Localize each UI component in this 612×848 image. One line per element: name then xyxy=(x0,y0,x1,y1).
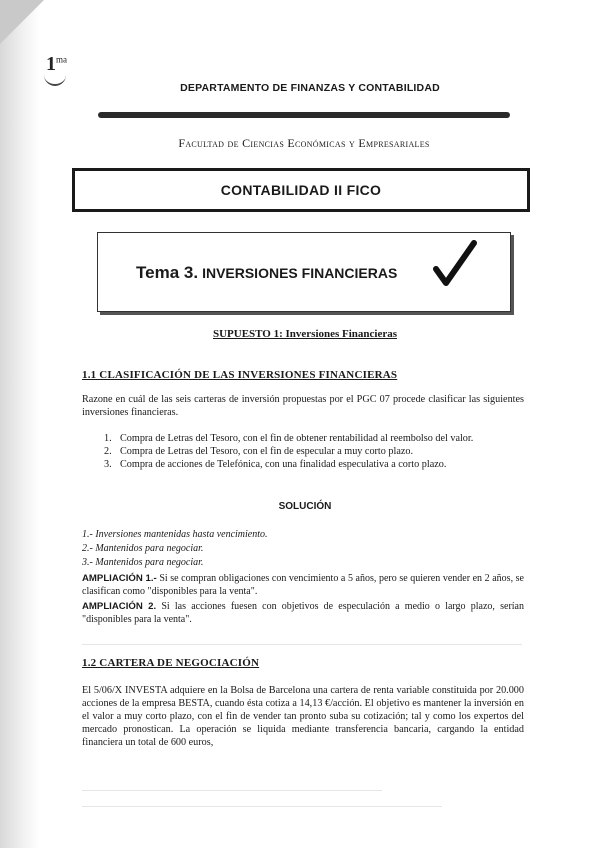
list-item-number: 3. xyxy=(104,459,112,470)
answer-item: 2.- Mantenidos para negociar. xyxy=(82,543,204,554)
section2-text: El 5/06/X INVESTA adquiere en la Bolsa de Barcelona una cartera de renta variable constituida por 20.000 acciones de la empresa BESTA, cuando ésta cotiza a 14,13 €/acción. El objetivo es mantener la inversión en el valor a muy corto plazo, con el fin de vender tan pronto suba su cotización; tal y como los expertos del mercado pronostican. La operación se liquida mediante transferencia bancaria, cargando la entidad financiera un total de 600 euros, xyxy=(82,685,524,748)
logo-swoosh-icon xyxy=(44,74,66,86)
bleed-through-line xyxy=(82,644,522,645)
list-item-text: Compra de Letras del Tesoro, con el fin de obtener rentabilidad al reembolso del valor. xyxy=(120,433,474,444)
answer-list xyxy=(82,528,524,570)
course-title: CONTABILIDAD II FICO xyxy=(220,182,382,198)
bleed-through-line xyxy=(82,806,442,807)
bleed-through-line xyxy=(82,790,382,791)
logo-superscript: ma xyxy=(56,54,67,65)
university-logo xyxy=(46,53,67,76)
ampliacion-1 xyxy=(82,572,524,598)
section1-intro: Razone en cuál de las seis carteras de inversión propuestas por el PGC 07 procede clasificar las siguientes inversiones financieras. xyxy=(82,394,524,418)
list-item xyxy=(104,432,524,445)
list-item-text: Compra de Letras del Tesoro, con el fin de especular a muy corto plazo. xyxy=(120,446,414,457)
course-title-box xyxy=(72,168,530,212)
topic-name: INVERSIONES FINANCIERAS xyxy=(202,265,398,281)
ampliacion-2-label: AMPLIACIÓN 2. xyxy=(82,601,157,612)
checkmark-icon xyxy=(432,239,478,289)
faculty-name: Facultad de Ciencias Económicas y Empresariales xyxy=(178,136,430,150)
topic-box xyxy=(97,232,511,312)
question-list xyxy=(104,432,524,471)
ampliacion-2-text: Si las acciones fuesen con objetivos de especulación a medio o largo plazo, serían "disponibles para la venta". xyxy=(82,601,524,625)
list-item-text: Compra de acciones de Telefónica, con una finalidad especulativa a corto plazo. xyxy=(120,459,447,470)
page-edge-shadow xyxy=(0,0,40,848)
list-item-number: 1. xyxy=(104,433,112,444)
supuesto-title: SUPUESTO 1: Inversiones Financieras xyxy=(212,328,398,340)
list-item xyxy=(104,458,524,471)
answer-item: 3.- Mantenidos para negociar. xyxy=(82,557,204,568)
ampliacion-1-text: Si se compran obligaciones con vencimiento a 5 años, pero se quieren vender en 2 años, se clasifican como "disponibles para la venta". xyxy=(82,573,524,597)
answer-item: 1.- Inversiones mantenidas hasta vencimiento. xyxy=(82,529,268,540)
topic-title xyxy=(136,263,397,283)
header-divider-bar xyxy=(98,112,510,118)
topic-number: Tema 3. xyxy=(136,263,199,282)
folded-corner xyxy=(0,0,44,44)
list-item xyxy=(104,445,524,458)
section2-heading: 1.2 CARTERA DE NEGOCIACIÓN xyxy=(82,657,260,669)
ampliacion-2 xyxy=(82,600,524,626)
solution-heading: SOLUCIÓN xyxy=(278,501,332,512)
logo-text: 1 xyxy=(46,53,56,75)
section1-heading: 1.1 CLASIFICACIÓN DE LAS INVERSIONES FINANCIERAS xyxy=(82,369,398,381)
ampliacion-1-label: AMPLIACIÓN 1.- xyxy=(82,573,157,584)
department-name: DEPARTAMENTO DE FINANZAS Y CONTABILIDAD xyxy=(180,82,440,94)
list-item-number: 2. xyxy=(104,446,112,457)
